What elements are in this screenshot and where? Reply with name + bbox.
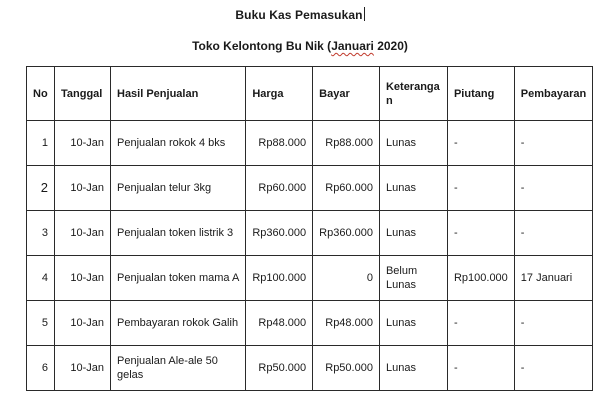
cell-piutang: - xyxy=(447,301,514,346)
cell-piutang: - xyxy=(447,121,514,166)
document-title-text: Buku Kas Pemasukan xyxy=(235,8,363,22)
table-row xyxy=(27,301,593,346)
cell-bayar: Rp360.000 xyxy=(313,211,380,256)
cell-bayar: Rp60.000 xyxy=(313,166,380,211)
table-row xyxy=(27,211,593,256)
cell-tanggal: 10-Jan xyxy=(55,301,111,346)
table-row xyxy=(27,256,593,301)
cell-tanggal: 10-Jan xyxy=(55,121,111,166)
cell-pembayaran: 17 Januari xyxy=(514,256,592,301)
header-tanggal: Tanggal xyxy=(55,67,111,121)
cell-pembayaran: - xyxy=(514,211,592,256)
cell-no: 5 xyxy=(27,301,55,346)
table-row xyxy=(27,121,593,166)
cell-bayar: Rp88.000 xyxy=(313,121,380,166)
cell-pembayaran: - xyxy=(514,346,592,391)
cell-keterangan: Belum Lunas xyxy=(379,256,447,301)
cell-tanggal: 10-Jan xyxy=(55,256,111,301)
cell-keterangan: Lunas xyxy=(379,166,447,211)
cell-pembayaran: - xyxy=(514,121,592,166)
cell-keterangan: Lunas xyxy=(379,301,447,346)
cell-no: 1 xyxy=(27,121,55,166)
cell-pembayaran: - xyxy=(514,301,592,346)
cell-tanggal: 10-Jan xyxy=(55,166,111,211)
header-bayar: Bayar xyxy=(313,67,380,121)
header-keterangan: Keterangan xyxy=(379,67,447,121)
cell-bayar: Rp48.000 xyxy=(313,301,380,346)
cell-piutang: - xyxy=(447,346,514,391)
cell-bayar: 0 xyxy=(313,256,380,301)
cell-keterangan: Lunas xyxy=(379,211,447,256)
cell-piutang: Rp100.000 xyxy=(447,256,514,301)
cell-no: 3 xyxy=(27,211,55,256)
table-header-row xyxy=(27,67,593,121)
cell-no: 4 xyxy=(27,256,55,301)
cell-no: 2 xyxy=(27,166,55,211)
cell-hasil: Penjualan token listrik 3 xyxy=(111,211,246,256)
cell-hasil: Penjualan Ale-ale 50 gelas xyxy=(111,346,246,391)
cell-piutang: - xyxy=(447,166,514,211)
spellcheck-word[interactable]: Januari xyxy=(331,39,374,53)
cell-tanggal: 10-Jan xyxy=(55,346,111,391)
cell-hasil: Penjualan token mama A xyxy=(111,256,246,301)
header-no: No xyxy=(27,67,55,121)
cell-hasil: Penjualan rokok 4 bks xyxy=(111,121,246,166)
cell-keterangan: Lunas xyxy=(379,121,447,166)
cell-harga: Rp50.000 xyxy=(246,346,313,391)
subtitle-suffix: 2020) xyxy=(373,39,408,53)
cell-tanggal: 10-Jan xyxy=(55,211,111,256)
document-title xyxy=(0,7,600,22)
text-cursor xyxy=(364,7,365,21)
cell-harga: Rp88.000 xyxy=(246,121,313,166)
cell-pembayaran: - xyxy=(514,166,592,211)
cell-hasil: Pembayaran rokok Galih xyxy=(111,301,246,346)
cell-hasil: Penjualan telur 3kg xyxy=(111,166,246,211)
cell-harga: Rp100.000 xyxy=(246,256,313,301)
header-harga: Harga xyxy=(246,67,313,121)
cell-harga: Rp360.000 xyxy=(246,211,313,256)
cell-bayar: Rp50.000 xyxy=(313,346,380,391)
table-row xyxy=(27,166,593,211)
cell-no: 6 xyxy=(27,346,55,391)
cell-harga: Rp48.000 xyxy=(246,301,313,346)
cell-keterangan: Lunas xyxy=(379,346,447,391)
header-piutang: Piutang xyxy=(447,67,514,121)
document-subtitle xyxy=(0,39,600,53)
cash-income-table xyxy=(26,66,593,391)
header-hasil-penjualan: Hasil Penjualan xyxy=(111,67,246,121)
cell-harga: Rp60.000 xyxy=(246,166,313,211)
subtitle-prefix: Toko Kelontong Bu Nik ( xyxy=(192,39,332,53)
cell-piutang: - xyxy=(447,211,514,256)
table-row xyxy=(27,346,593,391)
header-pembayaran: Pembayaran xyxy=(514,67,592,121)
